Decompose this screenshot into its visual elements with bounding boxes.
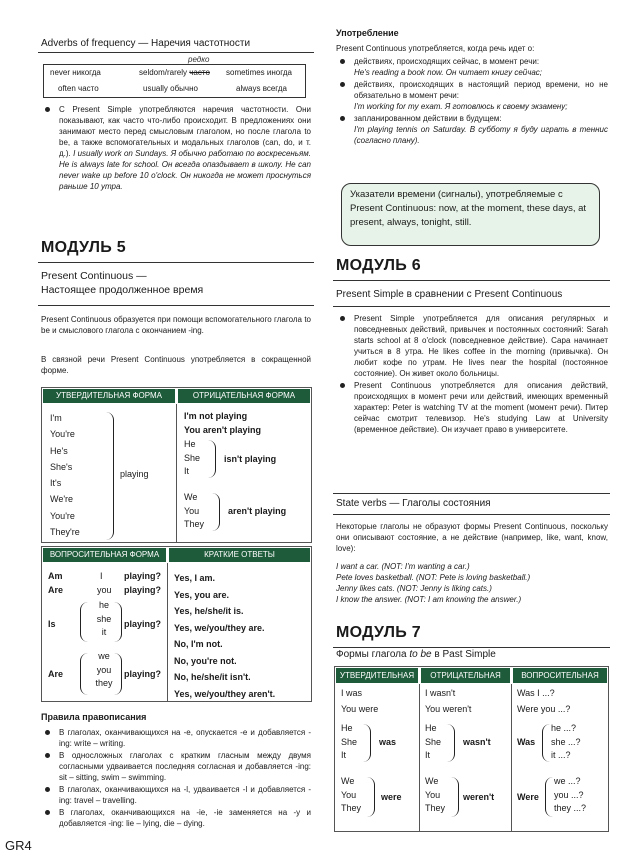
- state-example: Jenny likes cats. (NOT: Jenny is liking cats.): [336, 584, 492, 593]
- spelling-rules: [41, 727, 311, 830]
- past-pronoun: He: [341, 723, 353, 733]
- pc-forms-table: [41, 387, 312, 543]
- adverb-usually: usually обычно: [143, 84, 198, 93]
- adverbs-title: Adverbs of frequency — Наречия частотности: [41, 38, 251, 49]
- neg-pronoun: We: [184, 492, 198, 502]
- affirm-pronoun: She's: [50, 461, 73, 472]
- spelling-rule: В односложных глаголах с кратким гласным между двумя согласными удваивается последняя согласная и добавляется -ing: sit – sitting, swim – swimming.: [41, 750, 311, 783]
- short-head: КРАТКИЕ ОТВЕТЫ: [168, 547, 311, 563]
- neg-verb-2: aren't playing: [228, 506, 287, 516]
- usage-list: [336, 56, 608, 147]
- q-pronoun: you: [96, 664, 112, 675]
- q-brace-1: [80, 602, 90, 642]
- past-pronoun: We: [341, 776, 355, 786]
- past-title: Формы глагола to be в Past Simple: [336, 649, 496, 660]
- ps-vs-pc-title: Present Simple в сравнении с Present Continuous: [336, 289, 563, 300]
- neg-pronoun: They: [184, 519, 205, 529]
- state-desc: Некоторые глаголы не образуют формы Present Continuous, поскольку они описывают состояние, а не действие (например, like, want, know, love):: [336, 522, 608, 553]
- adverb-often: often часто: [58, 84, 99, 93]
- usage-item: действиях, происходящих в настоящий период времени, но не обязательно в момент речи: I'm working for my exam. Я готовлюсь к своему экзамену;: [336, 79, 608, 112]
- state-examples: [336, 561, 608, 605]
- past-pronoun: She: [341, 736, 358, 747]
- past-be-table: [334, 666, 609, 832]
- neg-pronoun: He: [184, 439, 196, 449]
- affirm-pronoun: They're: [50, 527, 80, 538]
- adverbs-note: С Present Simple употребляются наречия частотности. Они показывают, как часто что-либо происходит. В предложениях они занимают место перед смысловым глаголом, но после глагола to be, а также вспомогательных и модальных глаголов (can, do, и т. д.). I usually work on Sundays. Я обычно работаю по воскресеньям. He is always late for school. Он всегда опаздывает в школу. He can never wake up before 10 o'clock. Он никогда не может проснуться раньше 10 утра.: [41, 104, 311, 192]
- short-answer: Yes, we/you/they are.: [174, 622, 265, 633]
- short-answer: Yes, you are.: [174, 589, 230, 600]
- affirm-pronoun: It's: [50, 478, 62, 489]
- usage-item: запланированном действии в будущем: I'm playing tennis on Saturday. В субботу я буду играть в теннис (согласно плану).: [336, 113, 608, 146]
- past-pronoun: They: [341, 803, 362, 813]
- affirm-pronoun: He's: [50, 445, 68, 456]
- state-title: State verbs — Глаголы состояния: [336, 498, 491, 509]
- q-verb-1: playing?: [124, 571, 162, 581]
- adverb-never: never никогда: [50, 68, 101, 77]
- adverb-sometimes: sometimes иногда: [226, 68, 292, 77]
- short-answer: No, you're not.: [174, 655, 237, 666]
- affirm-pronouns: [50, 410, 80, 540]
- past-neg-v1: wasn't: [463, 737, 491, 747]
- q-verb-4: playing?: [124, 669, 162, 679]
- past-pronoun: It: [425, 750, 431, 760]
- past-aff-v2: were: [381, 792, 402, 802]
- neg-row-2: You aren't playing: [184, 425, 261, 435]
- affirm-pronoun: We're: [50, 494, 74, 505]
- past-head-q: ВОПРОСИТЕЛЬНАЯ: [512, 667, 608, 684]
- q-pronoun: it: [101, 627, 107, 637]
- past-head-neg: ОТРИЦАТЕЛЬНАЯ: [420, 667, 511, 684]
- past-aff-2: You were: [341, 704, 379, 714]
- past-pronoun: We: [425, 776, 439, 786]
- short-answer: Yes, we/you/they aren't.: [174, 688, 276, 699]
- usage-intro: Present Continuous употребляется, когда речь идет о:: [336, 44, 535, 53]
- state-example: Pete loves basketball. (NOT: Pete is loving basketball.): [336, 573, 531, 582]
- module5-title: МОДУЛЬ 5: [41, 239, 126, 256]
- adverbs-notes: [41, 104, 311, 193]
- q-brace-4: [114, 653, 122, 695]
- past-pronoun: He: [425, 723, 437, 733]
- ps-vs-pc-item: Present Simple употребляется для описания регулярных и повседневных действий, привычек и постоянных состояний: Sarah starts school at 8 o'clock (повседневное действие). Сара начинает учиться в 8 утра. He likes coffee in the morning (привычка). Он любит кофе по утрам. He lives near the hospital (постоянное состояние). Он живет около больницы.: [336, 313, 608, 379]
- q-aux-is: Is: [48, 619, 56, 629]
- handwritten-note: редко: [188, 55, 210, 64]
- module7-title: МОДУЛЬ 7: [336, 624, 421, 641]
- past-neg-1: I wasn't: [425, 688, 456, 698]
- q-aux-are: Are: [48, 585, 64, 595]
- past-q-pron-2: [554, 775, 586, 816]
- past-pronoun: they ...?: [554, 803, 587, 813]
- past-q-v1: Was: [517, 737, 536, 747]
- spelling-rule: В глаголах, оканчивающихся на -е, опускается -е и добавляется -ing: write – writing.: [41, 727, 311, 749]
- adverb-seldom: seldom/rarely часто: [139, 68, 210, 77]
- past-neg-pron-1: [425, 722, 441, 763]
- neg-head: ОТРИЦАТЕЛЬНАЯ ФОРМА: [177, 388, 311, 404]
- neg-pronoun: It: [184, 466, 190, 476]
- neg-row-1: I'm not playing: [184, 411, 248, 421]
- neg-verb-1: isn't playing: [224, 454, 277, 464]
- past-aff-pron-2: [341, 775, 361, 816]
- past-neg-pron-2: [425, 775, 445, 816]
- pc-title: Present Continuous — Настоящее продолженное время: [41, 270, 204, 296]
- page-code: GR4: [5, 838, 32, 853]
- past-pronoun: it ...?: [551, 750, 571, 760]
- pc-description: Present Continuous образуется при помощи вспомогательного глагола to be и смыслового глагола с окончанием -ing.: [41, 315, 311, 335]
- past-aff-v1: was: [379, 737, 397, 747]
- state-example: I know the answer. (NOT: I am knowing the answer.): [336, 595, 522, 604]
- q-aux-am: Am: [48, 571, 63, 581]
- q-brace-2: [114, 602, 122, 642]
- past-aff-1: I was: [341, 688, 363, 698]
- q-are-pronouns: [92, 650, 116, 691]
- short-answer: No, he/she/it isn't.: [174, 672, 251, 682]
- past-pronoun: You: [341, 789, 357, 800]
- past-q-v2: Were: [517, 792, 539, 802]
- past-neg-2: You weren't: [425, 704, 472, 714]
- past-neg-v2: weren't: [463, 792, 495, 802]
- affirm-brace: [100, 412, 114, 540]
- q-is-pronouns: [92, 599, 116, 640]
- neg-pronouns-2: [184, 491, 204, 532]
- past-pronoun: we ...?: [554, 776, 581, 786]
- neg-pronoun: She: [184, 452, 201, 463]
- neg-brace-2: [210, 493, 220, 531]
- q-brace-3: [80, 653, 90, 695]
- ps-vs-pc-list: [336, 313, 608, 436]
- short-answer: Yes, I am.: [174, 573, 216, 583]
- affirm-pronoun: I'm: [50, 413, 62, 423]
- usage-item: действиях, происходящих сейчас, в момент речи: He's reading a book now. Он читает книгу сейчас;: [336, 56, 608, 78]
- module6-title: МОДУЛЬ 6: [336, 257, 421, 274]
- q-pronoun: she: [96, 613, 112, 624]
- past-pronoun: You: [425, 789, 441, 800]
- q-pronoun: he: [98, 600, 109, 610]
- past-pronoun: she ...?: [551, 736, 581, 747]
- affirm-verb: playing: [120, 469, 149, 479]
- q-pron-i: I: [100, 571, 103, 581]
- usage-title: Употребление: [336, 28, 399, 38]
- spelling-rule: В глаголах, оканчивающихся на -ie, -ie заменяется на -y и добавляется -ing: lie – lying, die – dying.: [41, 807, 311, 829]
- q-aux-are-2: Are: [48, 669, 64, 679]
- pc-description-2: В связной речи Present Continuous употребляется в сокращенной форме.: [41, 355, 311, 375]
- q-pron-you: you: [97, 585, 112, 595]
- affirm-head: УТВЕРДИТЕЛЬНАЯ ФОРМА: [42, 388, 176, 404]
- affirm-pronoun: You're: [50, 429, 75, 440]
- short-answer: Yes, he/she/it is.: [174, 606, 244, 616]
- q-pronoun: we: [98, 651, 110, 661]
- past-pronoun: They: [425, 803, 446, 813]
- past-pronoun: you ...?: [554, 789, 584, 800]
- past-brace-1: [363, 724, 371, 762]
- spelling-title: Правила правописания: [41, 712, 147, 722]
- past-pronoun: She: [425, 736, 442, 747]
- past-q-pron-1: [551, 722, 581, 763]
- past-pronoun: he ...?: [551, 723, 577, 733]
- short-answer: No, I'm not.: [174, 639, 223, 649]
- neg-pronouns-1: [184, 438, 200, 479]
- past-q-1: Was I ...?: [517, 688, 555, 698]
- adverbs-box: [43, 64, 306, 98]
- signal-box: Указатели времени (сигналы), употребляемые с Present Continuous: now, at the moment, these days, at present, always, tonight, still.: [341, 183, 600, 246]
- past-brace-2: [367, 777, 375, 817]
- spelling-rule: В глаголах, оканчивающихся на -l, удваивается -l и добавляется -ing: travel – travelling.: [41, 784, 311, 806]
- past-brace-3: [447, 724, 455, 762]
- past-brace-6: [545, 777, 553, 817]
- state-example: I want a car. (NOT: I'm wanting a car.): [336, 562, 470, 571]
- past-head-aff: УТВЕРДИТЕЛЬНАЯ: [335, 667, 419, 684]
- affirm-pronoun: You're: [50, 510, 75, 521]
- past-brace-4: [451, 777, 459, 817]
- short-answers: [174, 570, 275, 702]
- q-head: ВОПРОСИТЕЛЬНАЯ ФОРМА: [42, 547, 167, 563]
- adverb-always: always всегда: [236, 84, 287, 93]
- neg-brace-1: [206, 440, 216, 478]
- q-verb-2: playing?: [124, 585, 162, 595]
- past-q-2: Were you ...?: [517, 704, 571, 714]
- ps-vs-pc-item: Present Continuous употребляется для описания действий, происходящих в момент речи или действий, имеющих временный характер: Peter is watching TV at the moment (момент речи). Питер сейчас смотрит телевизор. He's studying Law at University (временное действие). Он изучает право в университете.: [336, 380, 608, 435]
- pc-questions-table: [41, 546, 312, 702]
- past-pronoun: It: [341, 750, 347, 760]
- past-brace-5: [542, 724, 550, 762]
- q-verb-3: playing?: [124, 619, 162, 629]
- past-aff-pron-1: [341, 722, 357, 763]
- neg-pronoun: You: [184, 505, 200, 516]
- q-pronoun: they: [95, 678, 113, 688]
